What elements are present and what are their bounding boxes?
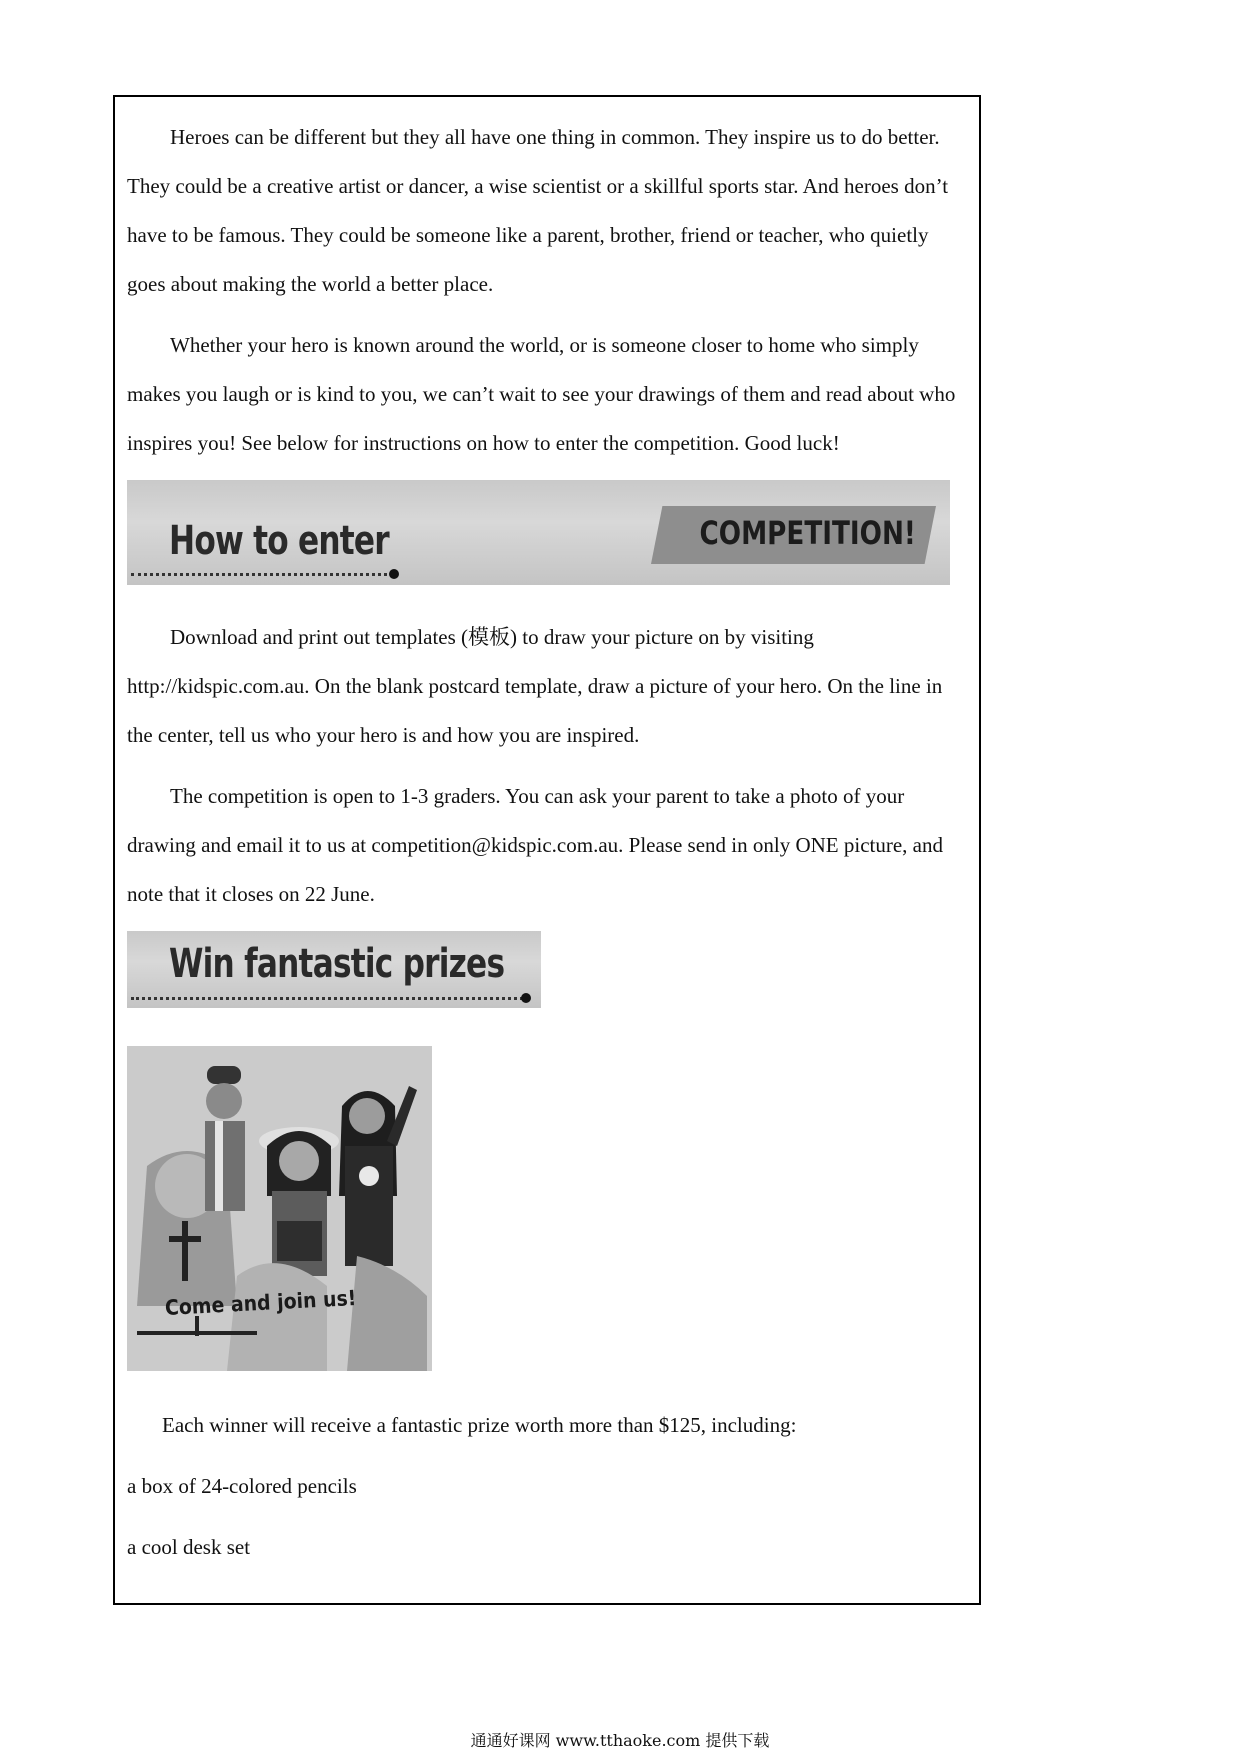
how-to-enter-heading: How to enter (169, 518, 389, 564)
win-dotted-rule (131, 997, 529, 1000)
article-frame (113, 95, 981, 1605)
win-prizes-banner (127, 931, 541, 1008)
paragraph-whether: Whether your hero is known around the world, or is someone closer to home who simply makes you laugh or is kind to you, we can’t wait to see your drawings of them and read about who inspires you! See below for instructions on how to enter the competition. Good luck! (127, 333, 956, 455)
paragraph-prize-intro: Each winner will receive a fantastic prize worth more than $125, including: (162, 1413, 797, 1437)
competition-label: COMPETITION! (699, 514, 916, 552)
win-prizes-heading: Win fantastic prizes (169, 941, 505, 987)
prize-item: a cool desk set (127, 1535, 251, 1559)
banner-dot (389, 569, 399, 579)
page-footer: 通通好课网 www.tthaoke.com 提供下载 (470, 1731, 770, 1750)
illustration-caption: Come and join us! (164, 1285, 357, 1320)
article-content (127, 113, 967, 1584)
heroes-illustration (127, 1046, 432, 1371)
how-to-enter-banner (127, 480, 950, 585)
win-dot (521, 993, 531, 1003)
heroes-illustration-art (127, 1046, 432, 1371)
paragraph-heroes: Heroes can be different but they all have one thing in common. They inspire us to do better. They could be a creative artist or dancer, a wise scientist or a skillful sports star. And heroes don’t have to be famous. They could be someone like a parent, brother, friend or teacher, who quietly goes about making the world a better place. (127, 125, 949, 296)
prize-item: a box of 24-colored pencils (127, 1474, 357, 1498)
paragraph-download: Download and print out templates (模板) to draw your picture on by visiting http://kidspic.com.au. On the blank postcard template, draw a picture of your hero. On the line in the center, tell us who your hero is and how you are inspired. (127, 625, 943, 747)
paragraph-open: The competition is open to 1-3 graders. You can ask your parent to take a photo of your drawing and email it to us at competition@kidspic.com.au. Please send in only ONE picture, and note that it closes on 22 June. (127, 784, 943, 906)
banner-dotted-rule (131, 573, 393, 576)
